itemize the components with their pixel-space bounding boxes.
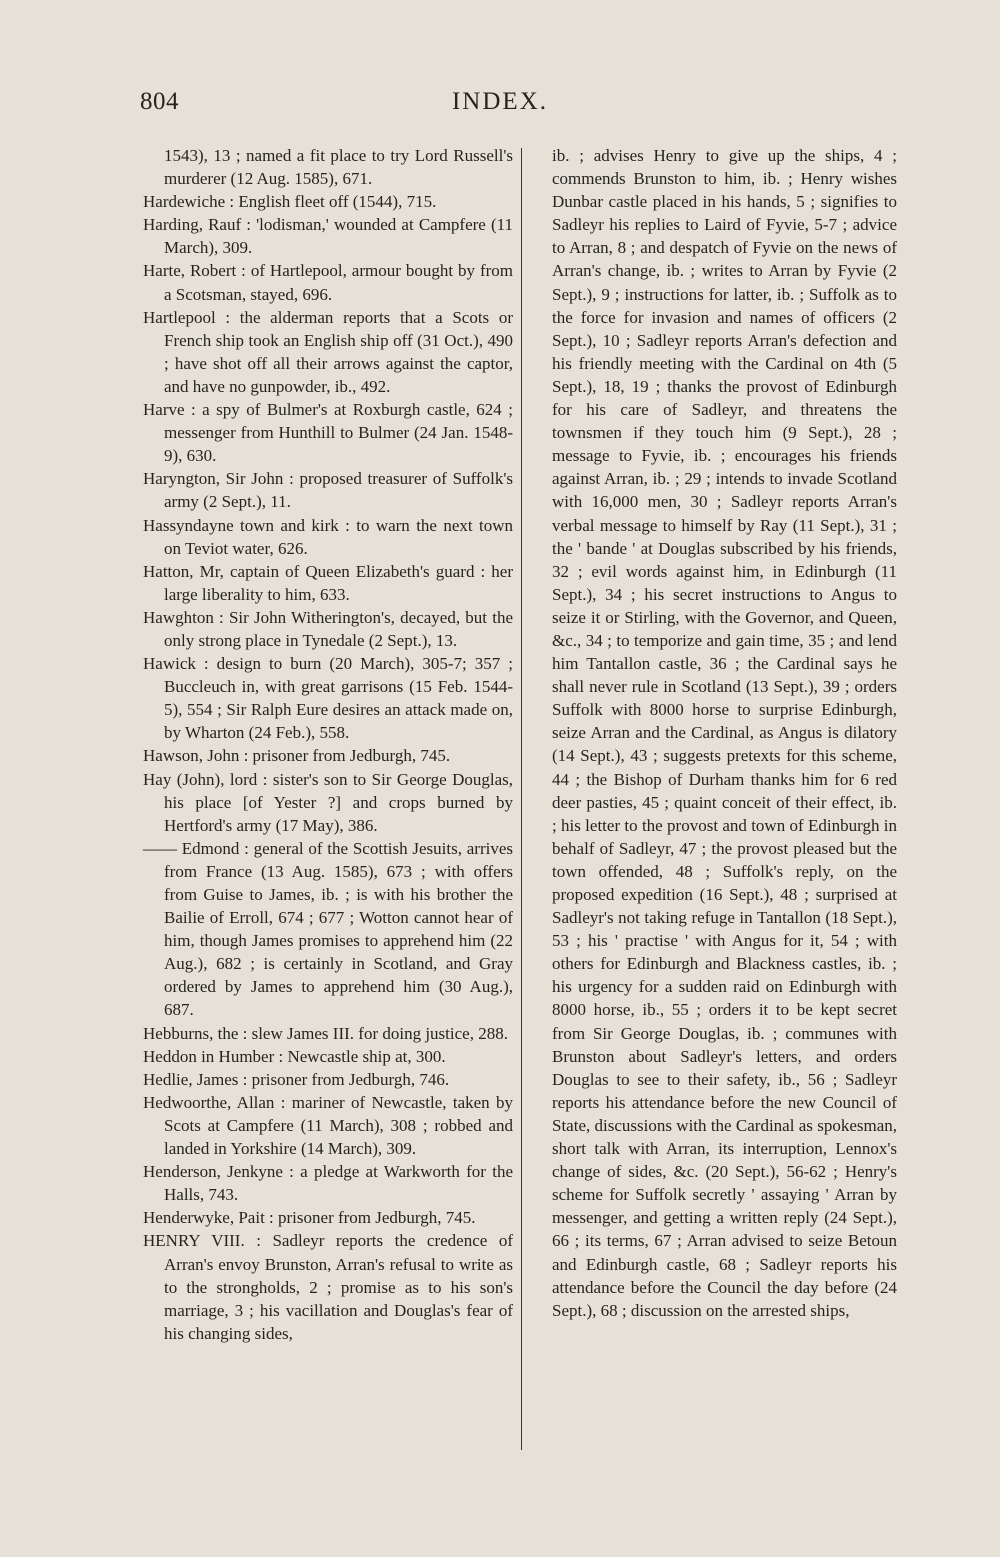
index-entry: Harte, Robert : of Hartlepool, armour bought by from a Scotsman, stayed, 696. <box>143 261 513 304</box>
index-entry: Henderwyke, Pait : prisoner from Jedburgh, 745. <box>143 1208 476 1228</box>
index-entry: Hedlie, James : prisoner from Jedburgh, 746. <box>143 1069 450 1089</box>
left-column <box>143 144 513 1345</box>
index-entry: Heddon in Humber : Newcastle ship at, 300. <box>143 1046 446 1066</box>
index-entry: Henderson, Jenkyne : a pledge at Warkworth for the Halls, 743. <box>143 1162 513 1205</box>
index-entry: Hedwoorthe, Allan : mariner of Newcastle, taken by Scots at Campfere (11 March), 308 ; robbed and landed in Yorkshire (14 March), 309. <box>143 1092 513 1159</box>
index-entry: Hassyndayne town and kirk : to warn the next town on Teviot water, 626. <box>143 515 513 558</box>
index-entry: Hawson, John : prisoner from Jedburgh, 745. <box>143 746 451 766</box>
index-entry: Hatton, Mr, captain of Queen Elizabeth's guard : her large liberality to him, 633. <box>143 561 513 604</box>
running-head: INDEX. <box>451 88 548 115</box>
index-entry: Hay (John), lord : sister's son to Sir George Douglas, his place [of Yester ?] and crops burned by Hertford's army (17 May), 386. <box>143 769 513 835</box>
column-divider <box>521 148 522 1450</box>
page-number: 804 <box>140 88 179 115</box>
index-entry: Hawghton : Sir John Witherington's, decayed, but the only strong place in Tynedale (2 Sept.), 13. <box>143 607 513 650</box>
index-entry: ib. ; advises Henry to give up the ships, 4 ; commends Brunston to him, ib. ; Henry wishes Dunbar castle placed in his hands, 5 ; signifies to Sadleyr his replies to Laird of Fyvie, 5-7 ; advice to Arran, 8 ; and despatch of Fyvie on the news of Arran's change, ib. ; writes to Arran by Fyvie (2 Sept.), 9 ; instructions for latter, ib. ; Suffolk as to the force for invasion and names of officers (2 Sept.), 10 ; Sadleyr reports Arran's defection and his friendly meeting with the Cardinal on 4th (5 Sept.), 18, 19 ; thanks the provost of Edinburgh for his care of Sadleyr, and threatens the townsmen if they touch him (9 Sept.), 28 ; message to Fyvie, ib. ; encourages his friends against Arran, ib. ; 29 ; intends to invade Scotland with 16,000 men, 30 ; Sadleyr reports Arran's verbal message to himself by Ray (11 Sept.), 31 ; the ' bande ' at Douglas subscribed by his friends, 32 ; evil words against him, in Edinburgh (11 Sept.), 34 ; his secret instructions to Angus to seize it or Stirling, with the Governor, and Queen, &c., 34 ; to temporize and gain time, 35 ; and lend him Tantallon castle, 36 ; the Cardinal says he shall never rule in Scotland (13 Sept.), 39 ; orders Suffolk with 8000 horse to surprise Edinburgh, seize Arran and the Cardinal, as Angus is dilatory (14 Sept.), 43 ; suggests pretexts for this scheme, 44 ; the Bishop of Durham thanks him for 6 red deer pasties, 45 ; quaint conceit of their effect, ib. ; his letter to the provost and town of Edinburgh in behalf of Sadleyr, 47 ; the provost pleased but the town offended, 48 ; Suffolk's reply, on the proposed expedition (16 Sept.), 48 ; surprised at Sadleyr's not taking refuge in Tantallon (18 Sept.), 53 ; his ' practise ' with Angus for it, 54 ; with others for Edinburgh and Blackness castles, ib. ; his urgency for a sudden raid on Edinburgh with 8000 horse, ib., 55 ; orders it to be kept secret from Sir George Douglas, ib. ; communes with Brunston about Sadleyr's letters, and orders Douglas to see to their safety, ib., 56 ; Sadleyr reports his attendance before the new Council of State, discussions with the Cardinal as spokesman, short talk with Arran, its interruption, Lennox's change of sides, &c. (20 Sept.), 56-62 ; Henry's scheme for Suffolk secretly ' assaying ' Arran by messenger, and getting a written reply (24 Sept.), 66 ; its terms, 67 ; Arran advised to seize Betoun and Edinburgh castle, 68 ; Sadleyr reports his attendance before the Council the day before (24 Sept.), 68 ; discussion on the arrested ships, <box>552 146 897 1320</box>
index-entry: Hebburns, the : slew James III. for doing justice, 288. <box>143 1023 508 1043</box>
index-entry: Harve : a spy of Bulmer's at Roxburgh castle, 624 ; messenger from Hunthill to Bulmer (24 Jan. 1548-9), 630. <box>143 400 513 466</box>
index-entry: Hawick : design to burn (20 March), 305-7; 357 ; Buccleuch in, with great garrisons (15 Feb. 1544-5), 554 ; Sir Ralph Eure desires an attack made on, by Wharton (24 Feb.), 558. <box>143 654 513 743</box>
right-column <box>531 144 897 1322</box>
index-entry: Haryngton, Sir John : proposed treasurer of Suffolk's army (2 Sept.), 11. <box>143 469 513 512</box>
index-entry: Hardewiche : English fleet off (1544), 715. <box>143 192 437 212</box>
index-entry: Hartlepool : the alderman reports that a Scots or French ship took an English ship off (31 Oct.), 490 ; have shot off all their arrows against the captor, and have no gunpowder, ib., 492. <box>143 307 513 396</box>
index-entry: —— Edmond : general of the Scottish Jesuits, arrives from France (13 Aug. 1585), 673 ; with offers from Guise to James, ib. ; is with his brother the Bailie of Erroll, 674 ; 677 ; Wotton cannot hear of him, though James promises to apprehend him (22 Aug.), 682 ; is certainly in Scotland, and Gray ordered by James to apprehend him (30 Aug.), 687. <box>143 838 513 1020</box>
index-entry: HENRY VIII. : Sadleyr reports the credence of Arran's envoy Brunston, Arran's refusal to write as to the strongholds, 2 ; promise as to his son's marriage, 3 ; his vacillation and Douglas's fear of his changing sides, <box>143 1231 513 1343</box>
index-entry: Harding, Rauf : 'lodisman,' wounded at Campfere (11 March), 309. <box>143 215 513 258</box>
index-entry: 1543), 13 ; named a fit place to try Lord Russell's murderer (12 Aug. 1585), 671. <box>164 146 513 189</box>
